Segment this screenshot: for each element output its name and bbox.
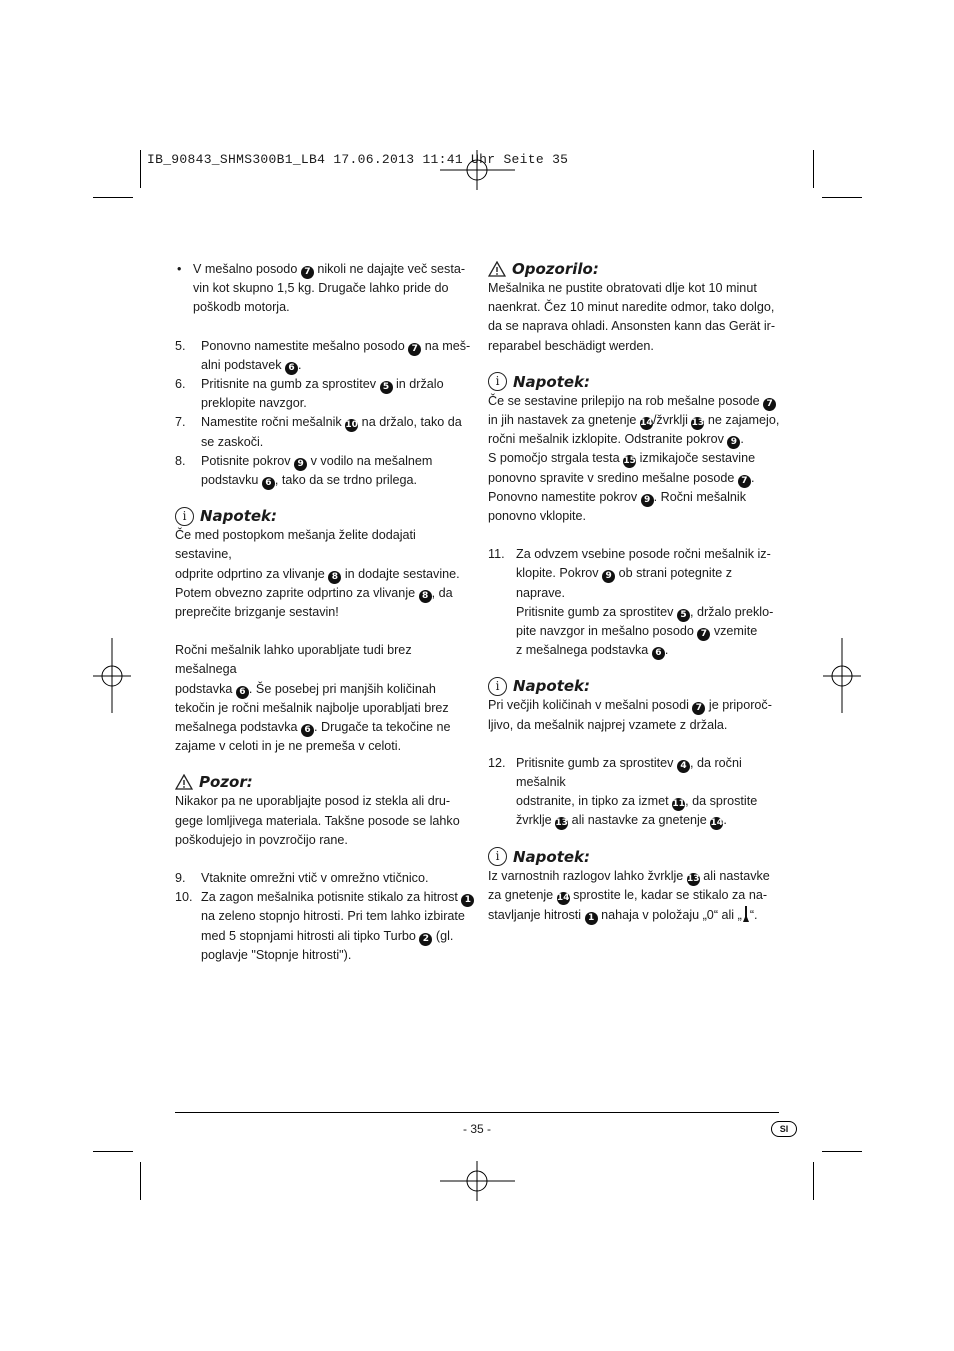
info-icon: i [488,847,507,866]
caution-title: Opozorilo: [512,260,599,278]
callout-badge: 9 [727,436,740,449]
callout-badge: 13 [687,873,700,884]
callout-badge: 6 [236,686,249,699]
callout-badge: 5 [380,381,393,394]
callout-badge: 6 [652,647,665,660]
callout-badge: 7 [408,343,421,356]
callout-badge: 13 [555,818,568,829]
callout-badge: 6 [285,362,298,375]
bullet-item: • V mešalno posodo 7 nikoli ne dajajte več sesta- vin kot skupno 1,5 kg. Drugače lahko pride do poškodb motorja. [177,262,466,315]
step-11: 11. Za odvzem vsebine posode ročni mešalnik iz- klopite. Pokrov 9 ob strani potegnite z naprave. Pritisnite gumb za sprostitev 5 , držalo preklo- pite navzgor in mešalno posodo 7 vzemite z mešalnega podstavka 6 . [488,547,774,659]
info-icon: i [175,507,194,526]
callout-badge: 7 [738,475,751,488]
pulse-symbol-icon [742,905,750,923]
step-8: 8. Potisnite pokrov 9 v vodilo na mešalnem podstavku 6 , tako da se trdno prilega. [175,453,433,489]
callout-badge: 9 [602,570,615,583]
callout-badge: 15 [623,456,636,467]
callout-badge: 14 [710,818,724,829]
callout-badge: 14 [556,892,570,903]
callout-badge: 14 [640,418,653,429]
warning-icon [175,774,193,790]
callout-badge: 8 [419,590,432,603]
note-section: i Napotek: Pri večjih količinah v mešalni posodi 7 je priporoč- ljivo, da mešalnik najprej vzamete z držala. [488,677,772,732]
callout-badge: 8 [328,571,341,584]
left-column [175,260,475,965]
note-section: i Napotek: Če med postopkom mešanja želite dodajati sestavine, odprite odprtino za vlivanje 8 in dodajte sestavine. Potem obvezno zaprite odprtino za vlivanje 8 , da preprečite brizganje sestavin! [175,507,460,620]
callout-badge: 7 [692,702,705,715]
right-column [488,259,780,925]
paragraph: Ročni mešalnik lahko uporabljate tudi brez mešalnega podstavka 6 . Še posebej pri manjših količinah tekočin je ročni mešalnik najbolje uporabljati brez mešalnega podstavka 6 . Drugače ta tekočine ne zajame v celoti in je ne premeša v celoti. [175,643,451,754]
callout-badge: 6 [262,477,275,490]
callout-badge: 7 [697,628,710,641]
step-9: 9. Vtaknite omrežni vtič v omrežno vtičnico. [175,871,429,886]
callout-badge: 13 [691,418,705,429]
callout-badge: 1 [585,912,598,925]
callout-badge: 7 [301,266,314,279]
info-icon: i [488,372,507,391]
callout-badge: 4 [677,760,690,773]
callout-badge: 2 [419,933,432,946]
step-12: 12. Pritisnite gumb za sprostitev 4 , da ročni mešalnik odstranite, in tipko za izmet 11, da sprostite žvrklje 13 ali nastavke za gnetenje 14. [488,755,758,829]
callout-badge: 1 [461,894,474,907]
warning-section: Pozor: Nikakor pa ne uporabljajte posod iz stekla ali dru- gege lomljivega materiala. Takšne posode se lahko poškodujejo in povzročijo rane. [175,773,460,847]
note-title: Napotek: [200,507,278,526]
callout-badge: 9 [294,458,307,471]
note-section: i Napotek: Če se sestavine prilepijo na rob mešalne posode 7 in jih nastavek za gnetenje 14/žvrklji 13 ne zajamejo, ročni mešalnik izklopite. Odstranite pokrov 9 . S pomočjo strgala testa 15 izmikajoče sestavine ponovno spravite v sredino mešalne posode 7 . Ponovno namestite pokrov 9 . Ročni mešalnik ponovno vklopite. [488,372,780,524]
warning-title: Pozor: [199,773,253,792]
note-title: Napotek: [513,847,591,866]
callout-badge: 5 [677,609,690,622]
language-badge: SI [771,1121,797,1137]
warning-icon [488,261,506,277]
callout-badge: 10 [345,420,358,431]
step-6: 6. Pritisnite na gumb za sprostitev 5 in držalo preklopite navzgor. [175,377,444,411]
note-title: Napotek: [513,677,591,696]
callout-badge: 11 [672,799,685,810]
caution-section: Opozorilo: Mešalnika ne pustite obratovati dlje kot 10 minut naenkrat. Čez 10 minut naredite odmor, tako dolgo, da se naprava ohladi. Ansonsten kann das Gerät ir- reparabel beschädigt werden. [488,260,776,353]
page-number: - 35 - [462,1122,491,1136]
info-icon: i [488,677,507,696]
step-5: 5. Ponovno namestite mešalno posodo 7 na meš- alni podstavek 6 . [175,338,471,373]
note-section: i Napotek: Iz varnostnih razlogov lahko žvrklje 13 ali nastavke za gnetenje 14 sprostite le, kadar se stikalo za na- stavljanje hitrosti 1 nahaja v položaju „0“ ali „ “. [488,847,770,924]
note-title: Napotek: [513,372,591,391]
print-slug: IB_90843_SHMS300B1_LB4 17.06.2013 11:41 Uhr Seite 35 [147,152,569,167]
callout-badge: 9 [641,494,654,507]
callout-badge: 6 [301,724,314,737]
step-7: 7. Namestite ročni mešalnik 10 na držalo, tako da se zaskoči. [175,415,462,449]
step-10: 10. Za zagon mešalnika potisnite stikalo za hitrost 1 na zeleno stopnjo hitrosti. Pri tem lahko izbirate med 5 stopnjami hitrosti ali tipko Turbo 2 (gl. poglavje "Stopnje hitrosti"). [175,888,475,965]
footer-rule [175,1112,779,1113]
callout-badge: 7 [763,398,776,411]
